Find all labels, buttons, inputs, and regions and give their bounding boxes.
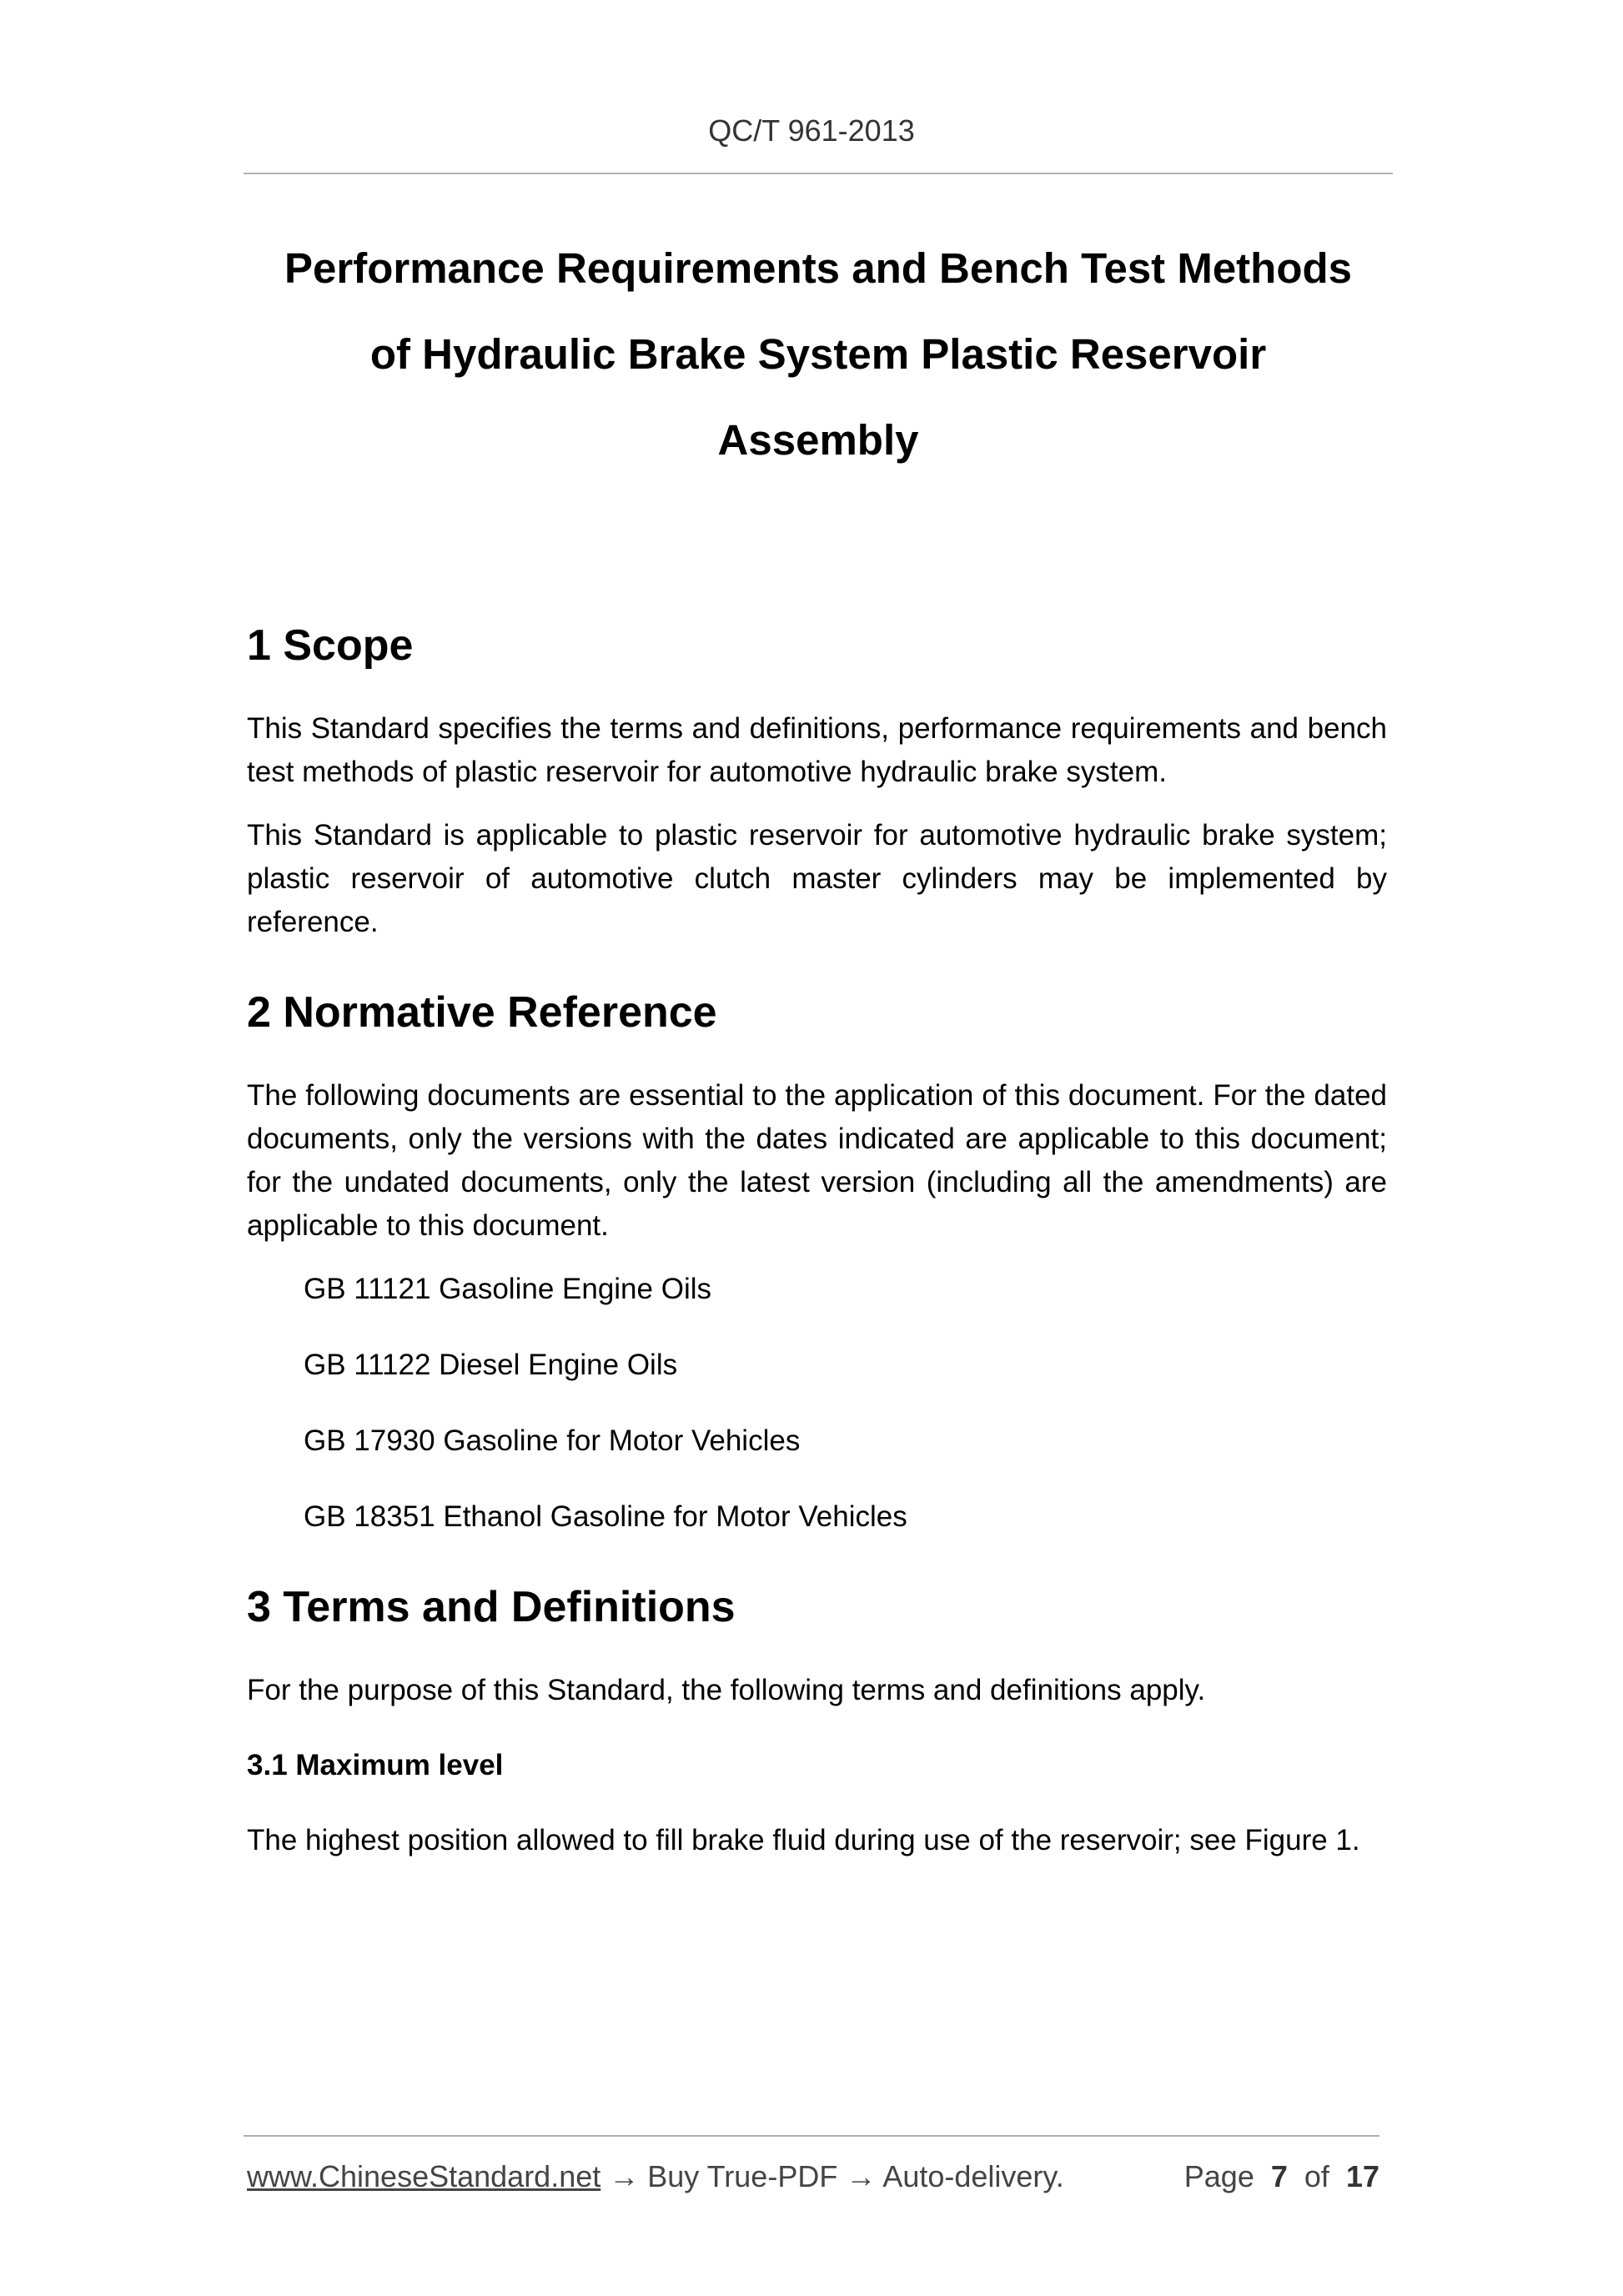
- term-heading-maximum-level: 3.1 Maximum level: [247, 1749, 504, 1781]
- page-total: 17: [1345, 2159, 1379, 2193]
- section-heading-scope: 1 Scope: [247, 621, 414, 670]
- document-body: [247, 619, 1387, 1862]
- page-of-label: of: [1304, 2159, 1329, 2193]
- footer-promo-text: → Buy True-PDF → Auto-delivery.: [600, 2159, 1064, 2193]
- title-line-3: Assembly: [717, 416, 919, 464]
- title-line-1: Performance Requirements and Bench Test Methods: [284, 244, 1352, 292]
- reference-item: GB 11121 Gasoline Engine Oils: [304, 1273, 711, 1305]
- scope-paragraph-2: This Standard is applicable to plastic reservoir for automotive hydraulic brake system; plastic reservoir of automotive clutch master cylinders may be implemented by reference.: [247, 819, 1387, 938]
- page-label: Page: [1183, 2159, 1254, 2193]
- title-line-2: of Hydraulic Brake System Plastic Reservoir: [369, 330, 1267, 378]
- reference-item: GB 11122 Diesel Engine Oils: [304, 1349, 678, 1381]
- section-heading-normative-reference: 2 Normative Reference: [247, 988, 717, 1037]
- scope-paragraph-1: This Standard specifies the terms and definitions, performance requirements and bench test methods of plastic reservoir for automotive hydraulic brake system.: [247, 712, 1387, 788]
- reference-item: GB 17930 Gasoline for Motor Vehicles: [304, 1424, 801, 1457]
- footer-divider: [244, 2135, 1379, 2137]
- page-number: [1184, 2156, 1379, 2198]
- page-current: 7: [1270, 2159, 1288, 2193]
- document-code-header: QC/T 961-2013: [708, 113, 915, 148]
- section-heading-terms-and-definitions: 3 Terms and Definitions: [247, 1583, 736, 1631]
- reference-item: GB 18351 Ethanol Gasoline for Motor Vehicles: [304, 1500, 907, 1533]
- website-link[interactable]: www.ChineseStandard.net: [247, 2159, 601, 2193]
- normative-reference-paragraph: The following documents are essential to the application of this document. For the dated documents, only the versions with the dates indicated are applicable to this document; for the undated documents, only the latest version (including all the amendments) are applicable to this document.: [247, 1079, 1387, 1242]
- document-title: [244, 225, 1393, 483]
- term-definition-maximum-level: The highest position allowed to fill brake fluid during use of the reservoir; see Figure 1.: [247, 1824, 1360, 1856]
- terms-intro-paragraph: For the purpose of this Standard, the following terms and definitions apply.: [247, 1674, 1206, 1706]
- header-divider: [244, 173, 1393, 174]
- footer-promo: [247, 2156, 1064, 2198]
